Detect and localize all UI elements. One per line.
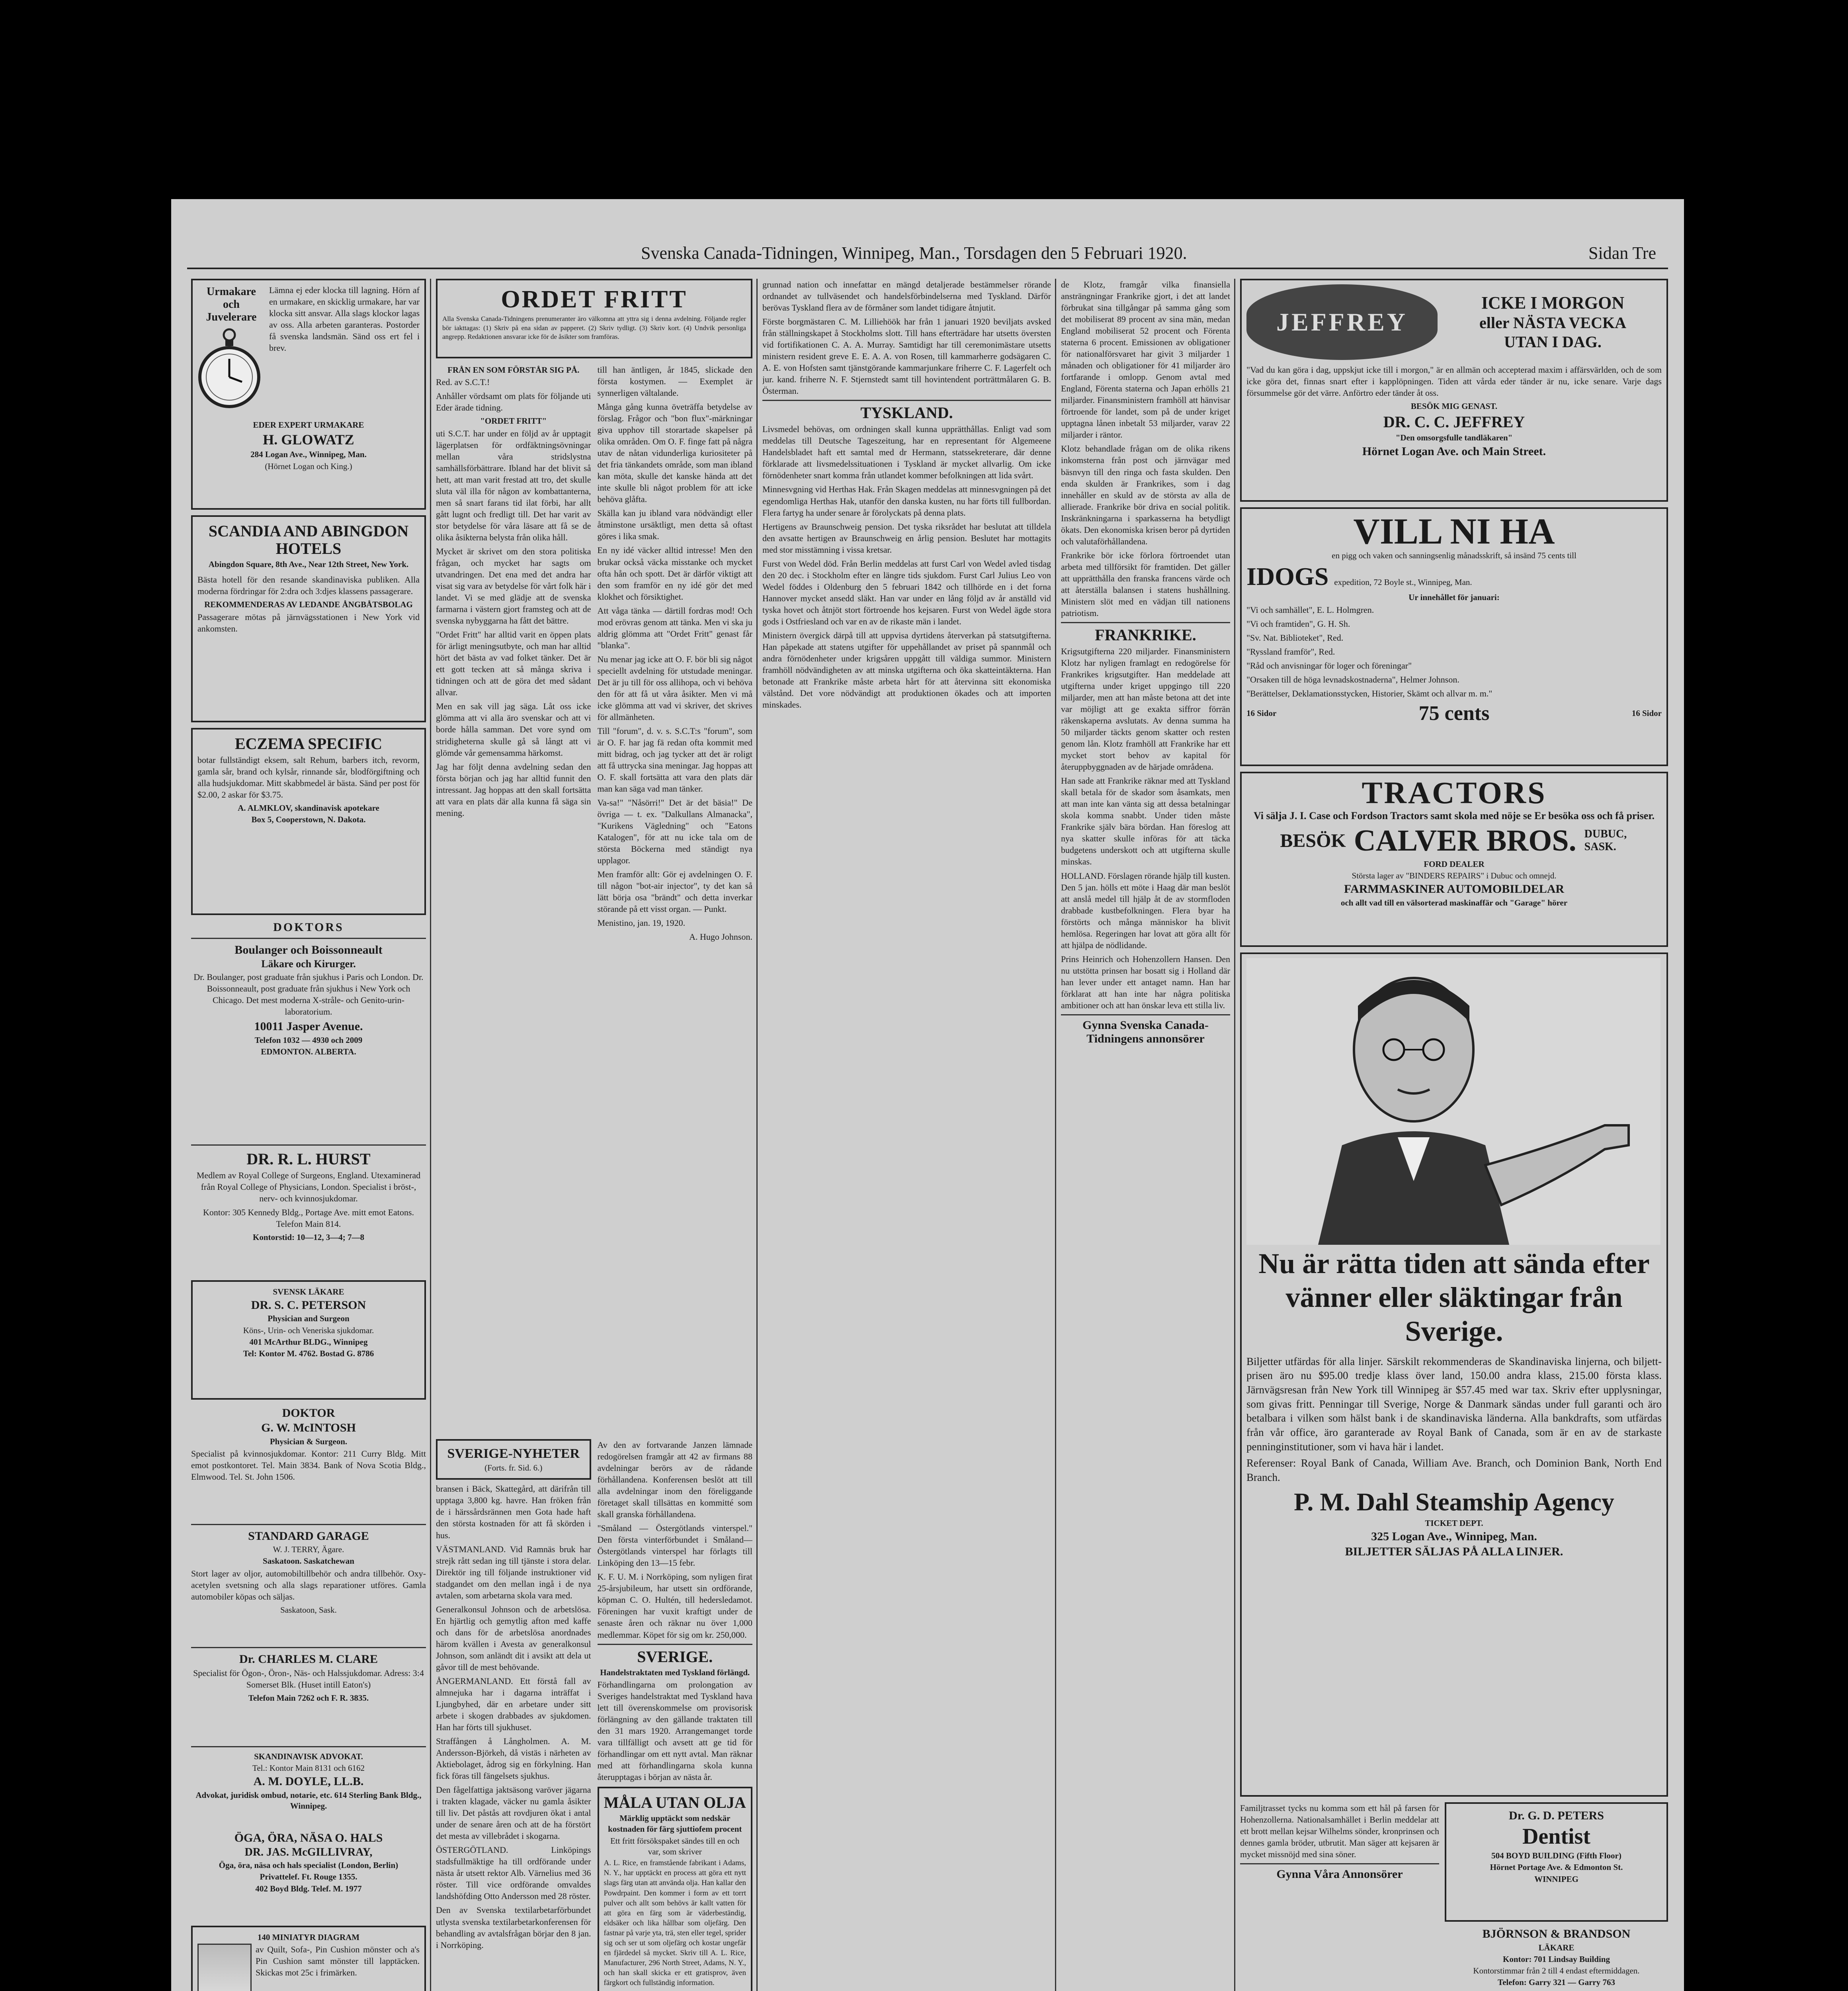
news-paragraph: Den av Svenska textilarbetarförbundet utlysta svenska textilarbetarkonferensen för behandling av avtalsfrågan börjar den 8 jan. i Norrköping. [436,1905,591,1950]
ad-tractors [1240,772,1668,947]
masthead-title: Svenska Canada-Tidningen, Winnipeg, Man., Torsdagen den 5 Februari 1920. [641,243,1187,263]
news-paragraph: grunnad nation och innefattar en mängd detaljerade bestämmelser rörande ordnandet av tullväsendet och handelsförbindelserna med Tyskland. Därför berövas Tyskland flera av de förmåner som landet tidigare åtnjutit. [762,280,1051,313]
news-paragraph: Hertigens av Braunschweig pension. Det tyska riksrådet har beslutat att tilldela den avsatte hertigen av Braunschweig en årlig pension. Beslutet har mottagits med stor misstämning i vissa kretsar. [762,521,1051,555]
idogs-contents-0: "Vi och samhället", E. L. Holmgren. [1246,604,1374,615]
jeffrey-tagline: "Den omsorgsfulle tandläkaren" [1395,433,1513,443]
ad-clare-phone: Telefon Main 7262 och F. R. 3835. [248,1693,369,1703]
letter-subheading: "ORDET FRITT" [480,416,547,426]
peters-address: 504 BOYD BUILDING (Fifth Floor) [1491,1851,1621,1861]
news-paragraph: bransen i Bäck, Skattegård, att därifrån till upptaga 3,800 kg. havre. Han fröken från de i härssårdsrännen men Gota hade haft den största kostnaden för att få skörden i hus. [436,1484,591,1540]
letter-salutation: Red. av S.C.T.! [436,377,490,387]
news-paragraph: "Småland — Östergötlands vinterspel." Den första vinterförbundet i Småland—Östergötlands vinterspel har förlagts till Linköping den 13—15 febr. [597,1523,752,1568]
idogs-contents-6: "Berättelser, Deklamationsstycken, Historier, Skämt och allvar m. m." [1246,688,1492,698]
tractors-farm: FARMMASKINER AUTOMOBILDELAR [1344,882,1565,896]
news-paragraph: ÅNGERMANLAND. Ett förstå fall av almnejuka har i dagarna inträffat i Ljungbyhed, där en arbetare under sitt arbete i skogen drabbades av sjukdomen. Han har förts till sjukhuset. [436,1676,591,1733]
letter-paragraph: Att våga tänka — därtill fordras mod! Och mod erövras genom att tänka. Men vi ska ju aldrig glömma att "Ordet Fritt" genast får "blanka". [597,605,752,650]
ad-eczema-title: ECZEMA SPECIFIC [234,735,383,753]
letter-author: A. Hugo Johnson. [689,932,752,942]
mala-sub2: Ett fritt försökspaket sändes till en och var, som skriver [610,1836,740,1856]
ad-peterson-label: SVENSK LÄKARE [273,1287,344,1297]
letter-paragraph: Men framför allt: Gör ej avdelningen O. F. till någon "bot-air injector", ty det kan så lätt börja osa "brändt" och detta inverkar störande på ett visst organ. — Punkt. [597,869,752,914]
ad-eczema-body: botar fullständigt eksem, salt Rehum, barbers itch, revorm, gamla sår, brand och kylsår, rinnande sår, blodförgiftning och alla hudsjukdomar. Mitt skabbmedel är bästa. Sänd per post för $2.00, 2 askar för $3.75. [197,755,420,800]
news-paragraph: Minnesvgning vid Herthas Hak. Från Skagen meddelas att minnesvgningen på det egendomliga Herthas Hak, utanför den danska kusten, nu har förts till fullbordan. Flera fartyg ha under senare år förolyckats på denna plats. [762,484,1051,518]
letter-paragraph: uti S.C.T. har under en följd av år upptagit lägerplatsen för ordfäktningsövningar mellan våra stridslystna samhällsförbättrare. Ibland har det blivit så hett, att man varit frestad att tro, det skulle sluta väl illa för någon av kombattanterna, men så snart farans tid ilat förbi, har allt gått lugnt och fredligt till. Det har varit av stor betydelse för våra läsare att få se de olika åsikterna belysta från olika håll. [436,428,591,542]
mala-sub: Märklig upptäckt som nedskär kostnaden för färg sjuttiofem procent [608,1813,742,1834]
letter-paragraph: "Ordet Fritt" har alltid varit en öppen plats för ärligt meningsutbyte, och man har alltid hört det bästa av vad folket tänker. Det är ett gott tecken att så många skriva i tidningen och att de göra det med sådant allvar. [436,630,591,698]
ad-garage-owner: W. J. TERRY, Ägare. [273,1545,344,1554]
ad-hurst-office: Kontor: 305 Kennedy Bldg., Portage Ave. mitt emot Eatons. Telefon Main 814. [203,1207,414,1229]
tractors-body: Vi sälja J. I. Case och Fordson Tractors samt skola med nöje se Er besöka oss och få priser. [1253,810,1655,821]
ordet-fritt-body [436,364,752,1439]
ad-boulanger-body: Dr. Boulanger, post graduate från sjukhus i Paris och London. Dr. Boissonneault, post graduate från sjukhus i New York och Chicago. Det mest moderna X-stråle- och Genito-urin-laboratorium. [193,972,424,1017]
news-paragraph: VÄSTMANLAND. Vid Ramnäs bruk har strejk rått sedan ing till tjänste i stora delar. Direktör ing till följande instruktioner vid stadgandet om den mellan ingå i de nya avtalen, som arbetarna skola vara med. [436,1544,591,1600]
ad-doyle-label: SKANDINAVISK ADVOKAT. [254,1751,363,1761]
ad-clare-name: Dr. CHARLES M. CLARE [239,1652,378,1666]
tractors-city: DUBUC, SASK. [1584,828,1627,853]
news-paragraph: ÖSTERGÖTLAND. Linköpings stadsfullmäktige ha till ordförande under nästa år utsett rektor Alb. Värnelius med 36 röster. Till vice ordförande omvaldes landshöfding Otto Andersson med 28 röster. [436,1845,591,1901]
gynna-annonsorer: Gynna Svenska Canada-Tidningens annonsörer [1082,1018,1209,1046]
news-paragraph: Ministern övergick därpå till att uppvisa dyrtidens återverkan på statsutgifterna. Han påpekade att statens utgifter för uppehållandet av priset på spannmål och andra förnödenheter under krigsåren uppgått till väldiga summor. Ministern framhöll nödvändigheten av att minska utgifterna och öka skatteintäkterna. Han betonade att Frankrike måste arbeta hårt för att återvinna sitt ekonomiska välstånd. Det vore nödvändigt att produktionen ökades och att importen minskades. [762,630,1051,710]
column-ads-left [191,279,426,1991]
ad-boulanger-sub: Läkare och Kirurger. [261,958,356,970]
news-paragraph: Familjtrasset tycks nu komma som ett hål på farsen för Hohenzollerna. Nationalsamhället i Berlin meddelar att ett brott mellan kejsar Wilhelms sönder, kronprinsen och dennes gamla bröder, utbrutit. Man säger att kejsaren är mycket missnöjd med sina söner. [1240,1803,1439,1860]
ad-mcintosh-label: DOKTOR [282,1406,335,1420]
ad-peterson-address: 401 McArthur BLDG., Winnipeg [249,1337,368,1347]
idogs-sub: en pigg och vaken och sanningsenlig månadsskrift, så insänd 75 cents till [1332,551,1576,560]
peters-city: WINNIPEG [1534,1874,1578,1884]
ad-peterson-name: DR. S. C. PETERSON [251,1298,366,1312]
dahl-reference: Referenser: Royal Bank of Canada, William Ave. Branch, och Dominion Bank, North End Branch. [1246,1457,1662,1483]
ad-mala-utan-olja [598,1787,753,1991]
ad-eczema-address: Box 5, Cooperstown, N. Dakota. [251,815,366,825]
ad-mcgillivray-phone: Privattelef. Ft. Rouge 1355. [260,1872,357,1882]
ad-hotel-passengers: Passagerare mötas på järnvägsstationen i New York vid ankomsten. [197,612,420,634]
ad-doyle-name: A. M. DOYLE, LL.B. [253,1775,364,1788]
page-number: Sidan Tre [1588,243,1656,263]
ad-garage [191,1528,426,1644]
news-paragraph: Straffången å Långholmen. A. M. Andersson-Björkeh, då vistäs i närheten av Aktiebolaget, ådrog sig en förkylning. Han fick föras till fängelsets sjukhus. [436,1736,591,1781]
tractors-title: TRACTORS [1362,775,1547,810]
ad-miniature [191,1926,426,1991]
jeffrey-slogan-2: eller NÄSTA VECKA [1479,314,1626,332]
ad-watchmaker-expert: EDER EXPERT URMAKARE [253,420,364,430]
quilt-pattern-illustration [197,1944,252,1991]
idogs-pages-right: 16 Sidor [1631,708,1662,718]
ad-hurst-hours: Kontorstid: 10—12, 3—4; 7—8 [253,1232,364,1242]
ad-watchmaker-note: (Hörnet Logan och King.) [265,461,352,471]
dahl-headline: Nu är rätta tiden att sända efter vänner eller släktingar från Sverige. [1258,1248,1650,1347]
ad-watchmaker [191,279,426,510]
ad-garage-title: STANDARD GARAGE [248,1529,369,1543]
dahl-address: 325 Logan Ave., Winnipeg, Man. [1371,1530,1537,1543]
ad-hotel-body: Bästa hotell för den resande skandinaviska publiken. Alla moderna fördringar för 2:dra och 3:djes klassens passagerare. [197,575,420,597]
sverige-nyheter-section [436,1439,752,1991]
tyskland-title: TYSKLAND. [860,404,953,422]
sverige-title: SVERIGE. [637,1647,713,1666]
idogs-name: IDOGS [1246,562,1329,591]
column-news-2 [1061,279,1230,1991]
ad-peters-dentist [1445,1802,1668,1922]
bjornson-hours: Kontorstimmar från 2 till 4 endast eftermiddagen. [1473,1966,1640,1976]
letter-paragraph: Skälla kan ju ibland vara nödvändigt eller åtminstone ursäktligt, men detta så oftast göres i lika smak. [597,508,752,542]
letter-paragraph: Många gång kunna öveträffa betydelse av förslag. Frågor och "bon flux"-märkningar giva upphov till storartade skapelser på olika områden. Om O. F. finge fatt på några utav de nåtan vidunderliga kuriositeter på det fria tänkandets område, som man ibland kan möta, skulle det kanske hända att det inte skulle bli något problem för att icke behöva glåfta. [597,402,752,505]
column-divider [430,279,431,1991]
news-paragraph: Furst von Wedel död. Från Berlin meddelas att furst Carl von Wedel avled tisdag den 20 dec. i Stockholm efter en längre tids sjukdom. Furst Carl Julius Leo von Wedel föddes i Oldenburg den 5 februari 1842 och tillhörde en i det forna Hannover mycket ansedd släkt. Han var under en lång följd av år anställd vid tyska hovet och åtnjöt stort förtroende hos kejsaren. Furst von Wedel ägde stora gods i Ostfriesland och var en av de rikaste män i landet. [762,558,1051,626]
ad-hurst-body: Medlem av Royal College of Surgeons, England. Utexaminerad från Royal College of Physicians, London. Specialist i bröst-, nerv- och kvinnosjukdomar. [196,1170,421,1203]
dahl-name: P. M. Dahl Steamship Agency [1294,1488,1614,1516]
ad-peterson-phone: Tel: Kontor M. 4762. Bostad G. 8786 [243,1349,374,1359]
letter-paragraph: Men en sak vill jag säga. Låt oss icke glömma att vi alla äro svenskar och att vi borde hålla samman. Det vore synd om stridigheterna skulle gå så långt att vi glömde vår gemensamma härkomst. [436,701,591,758]
tractors-more: och allt vad till en välsorterad maskinaffär och "Garage" hörer [1340,898,1568,907]
jeffrey-visit: BESÖK MIG GENAST. [1410,401,1498,411]
sverige-nyheter-sub: (Forts. fr. Sid. 6.) [484,1463,543,1473]
letter-paragraph: Va-sa!" "Nåsörri!" Det är det bäsia!" De övriga — t. ex. "Dalkullans Almanacka", "Kurikens Vägledning" och "Eatons Katalogen", för att nu icke tala om de största Böckerna med ständigt nya upplagor. [597,798,752,866]
idogs-contents-label: Ur innehållet för januari: [1408,593,1500,602]
jeffrey-slogan-3: UTAN I DAG. [1504,333,1602,351]
ad-garage-address: Saskatoon, Sask. [280,1605,337,1615]
tractors-name: CALVER BROS. [1354,823,1576,857]
newspaper-page [171,199,1684,1991]
ad-miniature-body: av Quilt, Sofa-, Pin Cushion mönster och a's Pin Cushion samt mönster till lapptäcken. Skickas mot 25c i frimärken. [256,1944,420,1977]
letter-paragraph: Anhåller vördsamt om plats för följande uti Eder ärade tidning. [436,391,591,413]
bottom-right-row [1240,1802,1668,1991]
peters-title: Dentist [1522,1824,1591,1849]
news-paragraph: K. F. U. M. i Norrköping, som nyligen firat 25-årsjubileum, har utsett sin ordförande, köpman C. O. Hultén, till hedersledamot. Föreningen har vuxit kraftigt under de senaste åren och räknar nu över 1,000 medlemmar. Köpet för sig om kr. 250,000. [597,1572,752,1640]
news-paragraph: Han sade att Frankrike räknar med att Tyskland skall betala för de skador som åsamkats, men att man inte kan vänta sig att dessa betalningar skola komma snabbt. Under tiden måste Frankrike själv bära bördan. Han föreslog att nya skatter skulle införas för att täcka budgetens underskott och att utgifterna skulle minskas. [1061,776,1230,867]
ad-boulanger-phone: Telefon 1032 — 4930 och 2009 [254,1035,363,1045]
header-rule [187,268,1668,269]
idogs-title: VILL NI HA [1353,511,1555,552]
bjornson-name: BJÖRNSON & BRANDSON [1482,1927,1631,1940]
sverige-nyheter-title: SVERIGE-NYHETER [447,1446,580,1461]
ad-watchmaker-title: Urmakare och Juvelerare [206,286,257,324]
ad-eczema-seller: A. ALMKLOV, skandinavisk apotekare [238,803,379,813]
ad-mcintosh-body: Specialist på kvinnosjukdomar. Kontor: 211 Curry Bldg. Mitt emot postkontoret. Tel. Main 3834. Bank of Nova Scotia Bldg., Elmwood. Tel. St. John 1506. [191,1448,426,1482]
doctors-heading: DOKTORS [273,921,344,934]
sverige-nyheter-heading-box [436,1439,591,1480]
ad-hotel-address: Abingdon Square, 8th Ave., Near 12th Street, New York. [208,559,409,569]
letter-heading: FRÅN EN SOM FÖRSTÅR SIG PÅ. [447,365,580,375]
letter-paragraph: till han äntligen, år 1845, slickade den första kostymen. — Exemplet är synnerligen vältalande. [597,365,752,398]
ad-watchmaker-address: 284 Logan Ave., Winnipeg, Man. [250,450,367,460]
ad-mcintosh-name: G. W. McINTOSH [261,1421,356,1434]
letter-paragraph: Till "forum", d. v. s. S.C.T:s "forum", som är O. F. har jag fä redan ofta kommit med mitt bidrag, och jag tycker att det är roligt att få uttrycka sina meningar. Jag hoppas att O. F. skall fortsätta att vara den plats där man kan säga vad man tänker. [597,726,752,794]
ad-boulanger-title: Boulanger och Boissonneault [234,943,383,956]
letter-paragraph: Jag har följt denna avdelning sedan den första början och jag har alltid funnit den intressant. Jag hoppas att den skall fortsätta att vara en plats där alla kunna få säga sin mening. [436,761,591,818]
column-news-1 [762,279,1051,1991]
ad-eczema [191,728,426,915]
dahl-lines: BILJETTER SÄLJAS PÅ ALLA LINJER. [1345,1545,1563,1558]
bjornson-role: LÄKARE [1538,1942,1575,1952]
jeffrey-slogan-1: ICKE I MORGON [1481,293,1625,313]
ad-mcintosh [191,1405,426,1521]
jeffrey-doctor: DR. C. C. JEFFREY [1383,413,1525,431]
column-ordet-fritt [436,279,752,1991]
ordet-fritt-title: ORDET FRITT [501,286,688,313]
ad-hotel-recommended: REKOMMENDERAS AV LEDANDE ÅNGBÅTSBOLAG [204,600,413,610]
jeffrey-teeth-logo: JEFFREY [1246,284,1438,360]
news-paragraph: Livsmedel behövas, om ordningen skall kunna upprätthållas. Enligt vad som meddelas till Deutsche Tageszeitung, har en representant för Algemeene Handelsbladet haft ett samtal med dr Hermann, statssekreterare, där denne förklarade att livsmedelssituationen i Tyskland är mycket allvarlig. Om icke förnödenheter snart komma från utlandet kommer befolkningen att lida svårt. [762,424,1051,481]
idogs-contents-4: "Råd och anvisningar för loger och föreningar" [1246,660,1412,671]
idogs-price: 75 cents [1418,702,1490,725]
ad-doyle [191,1750,426,1830]
news-paragraph: Klotz behandlade frågan om de olika rikens inkomsterna från post och järnvägar med bäsnvyn till den ringa och fasta skulden. Den enda skulden är Frankrikes, som i dag innehåller en skuld av de största av alla de allierade. Frankrike bör driva en social politik. Inskränkningarna i sparkasserna ha betydligt ökats. Den ekonomiska krisen beror på dyrtiden och valutaförhållandena. [1061,444,1230,546]
jeffrey-address: Hörnet Logan Ave. och Main Street. [1362,444,1546,458]
ad-doyle-address: Advokat, juridisk ombud, notarie, etc. 614 Sterling Bank Bldg., Winnipeg. [195,1790,422,1811]
gynna-vara-annonsorer: Gynna Våra Annonsörer [1276,1868,1403,1881]
ad-hotel [191,515,426,722]
idogs-contents-5: "Orsaken till de höga levnadskostnaderna", Helmer Johnson. [1246,674,1459,685]
ad-jeffrey [1240,279,1668,502]
ad-watchmaker-name: H. GLOWATZ [263,431,354,448]
column-ads-right [1240,279,1668,1991]
column-divider [1234,279,1235,1991]
ad-clare-body: Specialist för Ögon-, Öron-, Näs- och Halssjukdomar. Adress: 3:4 Somerset Blk. (Huset intill Eaton's) [193,1668,424,1690]
ad-boulanger-address: 10011 Jasper Avenue. [254,1020,363,1033]
ordet-fritt-intro: Alla Svenska Canada-Tidningens prenumeranter äro välkomna att yttra sig i denna avdelning. Följande regler bör iakttagas: (1) Skriv på ena sidan av papperet. (2) Skriv tydligt. (3) Skriv kort. (4) Undvik personliga angrepp. Redaktionen ansvarar icke för de åsikter som framföras. [442,315,746,341]
peters-name: Dr. G. D. PETERS [1509,1809,1604,1822]
column-divider [756,279,758,1991]
letter-signoff: Menistino, jan. 19, 1920. [597,918,686,928]
news-paragraph: Av den av fortvarande Janzen lämnade redogörelsen framgår att 42 av firmans 88 avdelningar berörs av de rådande förhållandena. Konferensen beslöt att till alla avdelningar inom den föreliggande företaget skall tillsättas en kommitté som skall granska förhållandena. [597,1440,752,1520]
pointing-man-illustration [1246,958,1660,1245]
pocket-watch-icon [197,325,261,417]
mala-body: A. L. Rice, en framstående fabrikant i Adams, N. Y., har upptäckt en process att göra ett nytt slags färg utan att använda olja. Han kallar den Powdrpaint. Den kommer i form av ett torrt pulver och allt som behövs är kallt vatten för att göra en färg som är väderbeständig, eldsäker och lika hållbar som oljefärg. Den fastnar på varje yta, trä, sten eller tegel, sprider sig och ser ut som oljefärg och kostar ungefär en fjärdedel så mycket. Skriv till A. L. Rice, Manufacturer, 296 North Street, Adams, N. Y., och han skall skicka er ett gratisprov, även färgkort och fullständig information. [604,1859,746,1987]
ad-watchmaker-body: Lämna ej eder klocka till lagning. Hörn af en urmakare, en skicklig urmakare, har var klocka sitt ansvar. Alla slags klockor lagas av oss. Alla arbeten garanteras. Postorder få svenska landsmän. Sänd oss ert fel i brev. [269,285,420,353]
news-paragraph: de Klotz, framgår vilka finansiella ansträngningar Frankrike gjort, i det att landet förbrukat sina tillgångar på samma gång som det mobiliserat 89 procent av sina män, medan England mobiliserat 52 procent och Förenta staterna 6 procent. Emissionen av obligationer för nationalförsvaret har givit 3 miljarder 1 månaden och obligationer för 41 miljarder äro fortfarande i omlopp. Genom avtal med England, Förenta staterna och Japan erhölls 21 miljarder. Finansministern framhöll att hänvisar förtroende för landet, som på de under kriget upptagna lånen inbetalt 53 miljarder, varav 22 miljarder i räntor. [1061,280,1230,440]
peters-corner: Hörnet Portage Ave. & Edmonton St. [1490,1862,1623,1872]
letter-paragraph: En ny idé väcker alltid intresse! Men den brukar också väcka misstanke och mycket ofta hån och spott. Det är därför viktigt att den som framför en ny idé gör det med klokhet och försiktighet. [597,545,752,602]
frankrike-title: FRANKRIKE. [1095,626,1196,644]
news-paragraph: Generalkonsul Johnson och de arbetslösa. En hjärtlig och gemytlig afton med kaffe och dans för de arbetslösa anordnades härom kvällen i Avesta av generalkonsul Johnson, som anländt dit i avsikt att dela ut gåvor till de mest behövande. [436,1604,591,1672]
ordet-fritt-masthead [436,279,752,358]
news-paragraph: Förste borgmästaren C. M. Lilliehöök har från 1 januari 1920 beviljats avsked från ställningskapet å Stockholms slott. Till hans efterträdare har utsetts översten vid fortifikationen C. A. A. Murray. Samtidigt har till ceremonimästare utsetts ministern resident greve E. E. A. A. von Rosen, till kammarherre godsägaren C. A. E. von Hofsten samt tjänstgörande kammarjunkare friherre C. F. Lagerfelt och jur. kand. friherre N. F. Stjernstedt samt till hovintendent porträttmålaren G. B. Österman. [762,317,1051,396]
letter-paragraph: Nu menar jag icke att O. F. bör bli sig något speciellt avdelning för utstudade meningar. Det är ju till för oss allihopa, och vi behöva den för att få ut våra åsikter. Men vi må icke glömma att vad vi skriver, det skrives för allmänheten. [597,654,752,722]
ad-clare [191,1651,426,1743]
ad-mcgillivray [191,1830,426,1926]
ad-dahl-steamship [1240,952,1668,1797]
idogs-contents-3: "Ryssland framför", Red. [1246,646,1335,657]
ad-mcgillivray-body: Öga, öra, näsa och hals specialist (London, Berlin) [219,1860,399,1870]
news-paragraph: Frankrike bör icke förlora förtroendet utan arbeta med tillförsikt för framtiden. Det gäller att upprätthålla den franska francens värde och att återställa balansen i statens hushållning. Ministern slöt med en vädjan till nationens patriotism. [1061,550,1230,618]
ad-mcgillivray-address: 402 Boyd Bldg. Telef. M. 1977 [255,1883,362,1893]
ad-idogs [1240,507,1668,766]
news-paragraph: HOLLAND. Förslagen rörande hjälp till kusten. Den 5 jan. hölls ett möte i Haag där man beslöt att anslå medel till hjälp åt de av stormfloden drabbade kustbefolkningen. Flera byar ha förstörts och många människor ha blivit hemlösa. Regeringen har lovat att göra allt för att hjälpa de nödlidande. [1061,870,1230,950]
tractors-visit: BESÖK [1280,830,1346,851]
column-divider [1055,279,1056,1991]
tractors-dealer: FORD DEALER [1424,859,1485,869]
ad-boulanger [191,942,426,1141]
news-paragraph: Den fågelfattiga jaktsäsong varöver jägarna i trakten klagade, väcker nu gamla åsikter till liv. Det påstås att rovdjuren ökat i antal under de senare åren och att de ha förstört det mesta av villebrådet i skogarna. [436,1785,591,1841]
ad-garage-body: Stort lager av oljor, automobiltillbehör och andra tillbehör. Oxy-acetylen svetsning och alla slags reparationer utföres. Gamla automobiler köpas och säljas. [191,1568,426,1602]
idogs-pages-left: 16 Sidor [1246,708,1277,718]
ad-peterson-role: Physician and Surgeon [268,1314,350,1324]
ad-mcintosh-role: Physician & Surgeon. [270,1436,348,1446]
idogs-address: expedition, 72 Boyle st., Winnipeg, Man. [1334,577,1472,587]
tractors-stock: Största lager av "BINDERS REPAIRS" i Dubuc och omnejd. [1352,871,1557,881]
ad-bjornson [1445,1927,1668,1991]
dahl-body: Biljetter utfärdas för alla linjer. Särskilt rekommenderas de Skandinaviska linjerna, och biljett-prisen äro nu $95.00 tredje klass över land, 150.00 andra klass, 215.00 första klass. Järnvägsresan från New York till Winnipeg är $57.45 med war tax. Skriv efter upplysningar, som givas fritt. Penningar till Sverige, Norge & Danmark sändas under full garanti och äro betalbara i vilken som hälst bank i de skandinaviska länderna. Alla bankdrafts, som utfärdas från vår office, äro garanterade av Royal Bank of Canada, som är en av de starkaste penninginstitutioner, som vi hava här i landet. [1246,1355,1662,1453]
dahl-dept: TICKET DEPT. [1425,1518,1483,1528]
ad-doyle-phone: Tel.: Kontor Main 8131 och 6162 [252,1763,365,1773]
bjornson-phone: Telefon: Garry 321 — Garry 763 [1498,1977,1615,1987]
news-paragraph: Prins Heinrich och Hohenzollern Hansen. Den nu utstötta prinsen har bosatt sig i Holland där han lever under ett antaget namn. Han har förklarat att han inte har några politiska ambitioner och att han önskar leva ett stilla liv. [1061,954,1230,1010]
ad-hurst-name: DR. R. L. HURST [246,1150,371,1168]
idogs-contents-1: "Vi och framtiden", G. H. Sh. [1246,618,1350,629]
idogs-contents-2: "Sv. Nat. Biblioteket", Red. [1246,632,1344,643]
ad-garage-city: Saskatoon. Saskatchewan [263,1556,354,1566]
ad-peterson-spec: Köns-, Urin- och Veneriska sjukdomar. [243,1325,374,1335]
news-paragraph: Krigsutgifterna 220 miljarder. Finansministern Klotz har nyligen framlagt en redogörelse för Frankrikes krigsutgifter. Han meddelade att utgifterna under kriget uppgingo till 220 miljarder, men att han måste betona att det inte var möjligt att ge exakta siffror förrän räkenskaperna avslutats. Av denna summa ha 50 miljarder täckts genom skatter och resten genom lån. Klotz framhöll att Frankrike har ett mycket stort behov av kapital för återuppbyggnaden av de härjade områdena. [1061,646,1230,772]
ad-hurst [191,1149,426,1280]
ad-mcgillivray-name: DR. JAS. McGILLIVRAY, [244,1846,373,1858]
ad-boulanger-city: EDMONTON. ALBERTA. [261,1046,356,1056]
bjornson-office: Kontor: 701 Lindsay Building [1503,1954,1610,1964]
page-header [171,243,1684,263]
mala-title: MÅLA UTAN OLJA [604,1793,746,1812]
letter-paragraph: Mycket är skrivet om den stora politiska frågan, och mycket har sagts om utvandringen. Det ena med det andra har visat sig vara av betydelse för vårt folk här i landet. Vi se med glädje att de svenska farmarna i västern gjort framsteg och att de svenska nybyggarna ha fått det bättre. [436,546,591,626]
jeffrey-body: "Vad du kan göra i dag, uppskjut icke till i morgon," är en allmän och accepterad maxim i affärsvärlden, och de som icke göra det, finnas snart efter i kapplöpningen. Tiden att vårda eder tänder är nu, icke senare. Varje dags försummelse gör det värre. Anförtro eder tänder åt oss. [1246,365,1662,398]
ad-hotel-title: SCANDIA AND ABINGDON HOTELS [208,522,409,557]
handel-title: Handelstraktaten med Tyskland förlängd. [600,1667,750,1677]
news-paragraph: Förhandlingarna om prolongation av Sveriges handelstraktat med Tyskland hava lett till överenskommelse om provisorisk förlängning av den gällande traktaten till den 31 mars 1920. Arrangemanget torde vara tillfälligt och avsett att ge tid för förhandlingar om ett nytt avtal. Man räknar med att förhandlingarna skola kunna återupptagas i början av nästa år. [597,1679,752,1782]
ad-mcgillivray-title: ÖGA, ÖRA, NÄSA O. HALS [234,1831,383,1844]
ad-miniature-title: 140 MINIATYR DIAGRAM [257,1932,360,1942]
ad-peterson [191,1280,426,1400]
